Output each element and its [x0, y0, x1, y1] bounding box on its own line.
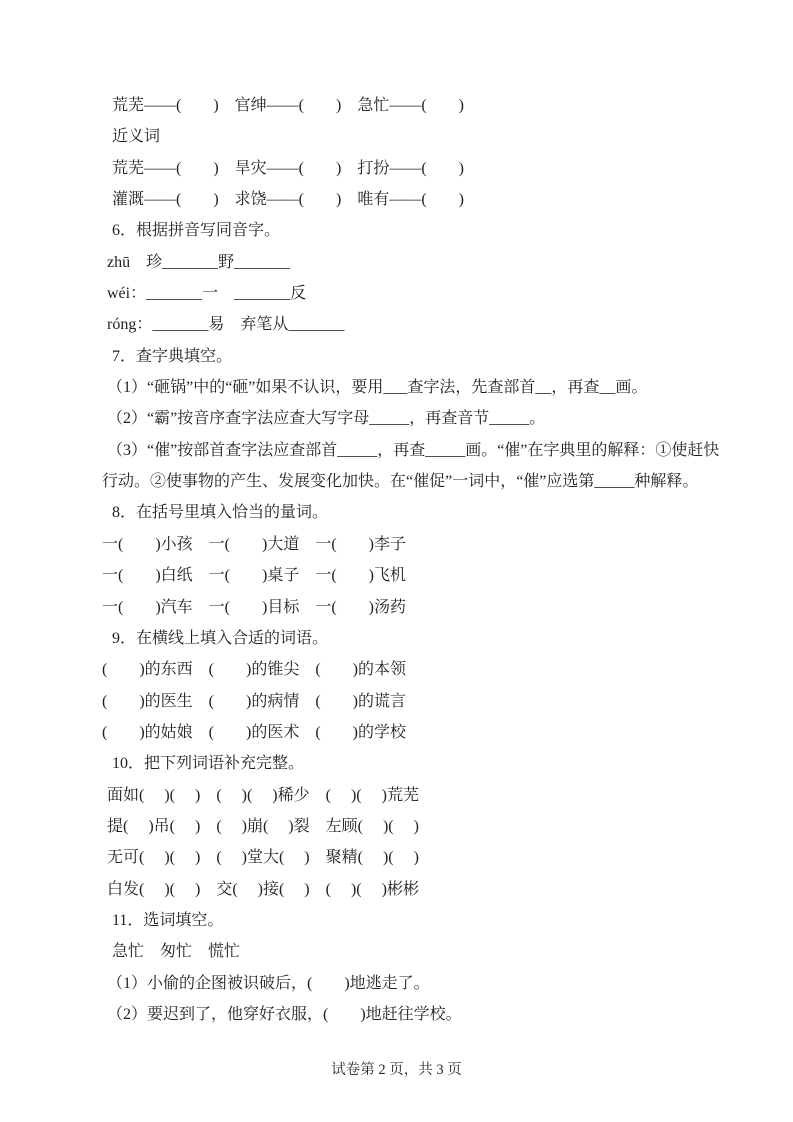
- q11-sentence-1: （1）小偷的企图被识破后，( )地逃走了。: [107, 974, 430, 992]
- q9-phrase-row-2: ( )的医生 ( )的病情 ( )的谎言: [102, 692, 406, 710]
- q7-part-3: （3）“催”按部首查字法应查部首_____，再查_____画。“催”在字典里的解释：①使赶快: [107, 441, 720, 459]
- question-9-title: 9．在横线上填入合适的词语。: [112, 629, 329, 647]
- question-7-title: 7．查字典填空。: [112, 347, 233, 365]
- q6-pinyin-zhu-row: zhū 珍_______野_______: [107, 253, 291, 271]
- page-footer: 试卷第 2 页，共 3 页: [331, 1062, 462, 1078]
- q11-sentence-2: （2）要迟到了，他穿好衣服，( )地赶往学校。: [107, 1005, 462, 1023]
- q9-phrase-row-1: ( )的东西 ( )的锥尖 ( )的本领: [102, 661, 406, 679]
- q6-pinyin-wei-row: wéi：_______一 _______反: [107, 285, 307, 303]
- q10-idiom-row-3: 无可( )( ) ( )堂大( ) 聚精( )( ): [107, 849, 419, 867]
- q10-idiom-row-4: 白发( )( ) 交( )接( ) ( )( )彬彬: [107, 880, 419, 898]
- synonym-row-1: 荒芜——( ) 旱灾——( ) 打扮——( ): [112, 159, 464, 177]
- exam-body: [0, 90, 793, 1030]
- question-6-title: 6．根据拼音写同音字。: [112, 222, 281, 240]
- q7-part-3-continued: 行动。②使事物的产生、发展变化加快。在“催促”一词中，“催”应选第_____种解释。: [102, 473, 699, 491]
- antonym-row: 荒芜——( ) 官绅——( ) 急忙——( ): [112, 97, 464, 114]
- q7-part-1: （1）“砸锅”中的“砸”如果不认识，要用___查字法，先查部首__，再查__画。: [107, 379, 648, 397]
- q7-part-2: （2）“霸”按音序查字法应查大写字母_____，再查音节_____。: [107, 410, 546, 428]
- question-8-title: 8．在括号里填入恰当的量词。: [112, 504, 329, 522]
- q8-measure-word-row-3: 一( )汽车 一( )目标 一( )汤药: [102, 598, 406, 616]
- q11-word-options: 急忙 匆忙 慌忙: [112, 943, 241, 961]
- synonym-row-2: 灌溉——( ) 求饶——( ) 唯有——( ): [112, 191, 464, 209]
- q8-measure-word-row-1: 一( )小孩 一( )大道 一( )李子: [102, 535, 406, 553]
- question-10-title: 10．把下列词语补充完整。: [112, 755, 305, 773]
- q9-phrase-row-3: ( )的姑娘 ( )的医术 ( )的学校: [102, 723, 406, 741]
- q10-idiom-row-2: 提( )吊( ) ( )崩( )裂 左顾( )( ): [107, 817, 419, 835]
- q6-pinyin-rong-row: róng：_______易 弃笔从_______: [107, 316, 345, 334]
- q8-measure-word-row-2: 一( )白纸 一( )桌子 一( )飞机: [102, 567, 406, 585]
- q10-idiom-row-1: 面如( )( ) ( )( )稀少 ( )( )荒芜: [107, 786, 419, 804]
- synonym-label: 近义词: [112, 128, 161, 146]
- question-11-title: 11．选词填空。: [112, 911, 224, 929]
